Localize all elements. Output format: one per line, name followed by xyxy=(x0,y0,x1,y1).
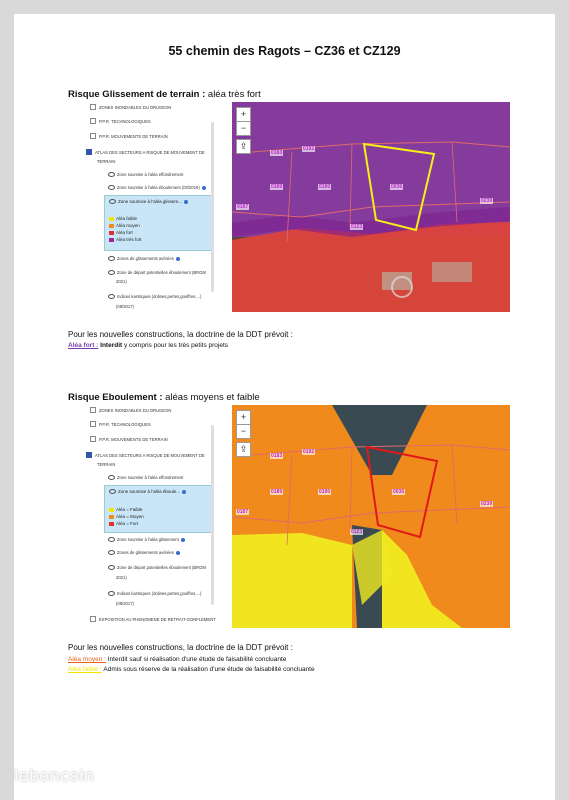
parcel-label: 0187 xyxy=(237,509,249,515)
parcel-label: 0187 xyxy=(237,204,249,210)
parcel-label: 0123 xyxy=(351,529,363,535)
legend-item: Aléa très fort xyxy=(109,237,142,242)
checkbox[interactable] xyxy=(90,133,96,139)
swatch xyxy=(109,238,114,242)
section2-rule-faible xyxy=(68,666,315,673)
eye-icon[interactable] xyxy=(108,185,115,190)
rule-rest: y compris pour les très petits projets xyxy=(122,342,229,349)
parcel-label: 0192 xyxy=(303,146,315,152)
eye-icon[interactable] xyxy=(108,565,115,570)
section1-heading-rest: aléa très fort xyxy=(205,89,261,100)
layer-row[interactable]: Indices karstiques (dolines,pertes,gouffres,...) xyxy=(108,294,201,299)
eye-icon[interactable] xyxy=(109,489,116,494)
layer-row[interactable]: P.P.R. TECHNOLOGIQUES xyxy=(90,421,151,427)
layer-row[interactable]: Zones de glissements avérées xyxy=(108,550,180,555)
parcel-label: 0183 xyxy=(271,150,283,156)
map-glissement[interactable] xyxy=(232,102,510,312)
info-icon[interactable] xyxy=(176,257,180,261)
checkbox[interactable] xyxy=(90,436,96,442)
rule-label-fort: Aléa fort : xyxy=(68,342,99,349)
swatch xyxy=(109,515,114,519)
section1-heading xyxy=(68,89,261,100)
legend-item: Aléa = Moyen xyxy=(109,514,144,519)
document-title: 55 chemin des Ragots – CZ36 et CZ129 xyxy=(168,44,401,58)
legend-box-1 xyxy=(104,195,214,251)
parcel-label: 0036 xyxy=(393,489,405,495)
leboncoin-watermark: leboncoin xyxy=(14,766,95,785)
eye-icon[interactable] xyxy=(108,172,115,177)
layer-row[interactable]: Zone soumise à l'aléa éboulement (03/2019) xyxy=(108,185,206,190)
layer-row[interactable]: Zone soumise à l'aléa glissem... xyxy=(109,199,188,204)
layer-row-cont: 2021) xyxy=(116,279,127,284)
layer-row[interactable]: P.P.R. TECHNOLOGIQUES xyxy=(90,118,151,124)
checkbox[interactable] xyxy=(90,118,96,124)
layer-row[interactable]: ATLAS DES SECTEURS A RISQUE DE MOUVEMENT DE xyxy=(86,149,205,155)
info-icon[interactable] xyxy=(202,186,206,190)
scrollbar[interactable] xyxy=(211,122,214,292)
checkbox[interactable] xyxy=(90,421,96,427)
legend-item: Aléa faible xyxy=(109,216,137,221)
layer-row[interactable]: EXPOSITION AU PHENOMENE DE RETRAIT-GONFLEMENT xyxy=(90,616,216,622)
zoom-in-button[interactable]: + xyxy=(236,410,251,425)
section2-heading-rest: aléas moyens et faible xyxy=(162,392,260,403)
section1-rule xyxy=(68,342,228,349)
layer-row-cont: 2021) xyxy=(116,575,127,580)
info-icon[interactable] xyxy=(176,551,180,555)
layer-row-cont: TERRAIN xyxy=(97,462,116,467)
parcel-label: 0189 xyxy=(271,489,283,495)
layer-row[interactable]: Zone soumise à l'aléa effondrement xyxy=(108,475,183,480)
legend-item: Aléa = Faible xyxy=(109,507,142,512)
layer-row[interactable]: Zone de départ potentielles éboulement (BRGM xyxy=(108,565,206,570)
swatch xyxy=(109,231,114,235)
layer-row-cont: (08/2017) xyxy=(116,304,134,309)
swatch xyxy=(109,522,114,526)
layer-row[interactable]: ZONES INONDABLES DU DRUGEON xyxy=(90,104,171,110)
parcel-label: 0036 xyxy=(391,184,403,190)
checkbox[interactable] xyxy=(90,407,96,413)
layer-row[interactable]: Zones de glissements avérées xyxy=(108,256,180,261)
rule-label-moyen: Aléa moyen : xyxy=(68,656,106,663)
parcel-label: 0239 xyxy=(481,501,493,507)
section1-heading-bold: Risque Glissement de terrain : xyxy=(68,89,206,100)
legend-item: Aléa = Fort xyxy=(109,521,138,526)
layer-row[interactable]: Zone soumise à l'aléa effondrement xyxy=(108,172,183,177)
zoom-out-button[interactable]: − xyxy=(236,121,251,136)
parcel-label: 0190 xyxy=(319,489,331,495)
layer-row[interactable]: Indices karstiques (dolines,pertes,gouffres,...) xyxy=(108,591,201,596)
map-layer xyxy=(232,405,510,628)
info-icon[interactable] xyxy=(181,538,185,542)
section2-rule-moyen xyxy=(68,656,286,663)
layer-row[interactable]: ATLAS DES SECTEURS A RISQUE DE MOUVEMENT DE xyxy=(86,452,205,458)
swatch xyxy=(109,217,114,221)
zoom-out-button[interactable]: − xyxy=(236,424,251,439)
parcel-label: 0190 xyxy=(319,184,331,190)
rule-bold: Interdit xyxy=(98,342,123,349)
section2-note: Pour les nouvelles constructions, la doctrine de la DDT prévoit : xyxy=(68,643,293,652)
info-icon[interactable] xyxy=(184,200,188,204)
checkbox[interactable] xyxy=(90,104,96,110)
rule-text-faible: Admis sous réserve de la réalisation d'une étude de faisabilité concluante xyxy=(101,666,315,673)
eye-icon[interactable] xyxy=(109,199,116,204)
legend-item: Aléa fort xyxy=(109,230,133,235)
parcel-label: 0183 xyxy=(271,453,283,459)
checkbox[interactable] xyxy=(86,149,92,155)
checkbox[interactable] xyxy=(86,452,92,458)
legend-box-2 xyxy=(104,485,214,533)
swatch xyxy=(109,508,114,512)
parcel-label: 0192 xyxy=(303,449,315,455)
parcel-label: 0123 xyxy=(351,224,363,230)
layer-row[interactable]: Zone soumise à l'aléa éboule... xyxy=(109,489,186,494)
share-button[interactable]: ⇪ xyxy=(236,442,251,457)
eye-icon[interactable] xyxy=(108,294,115,299)
checkbox[interactable] xyxy=(90,616,96,622)
legend-item: Aléa moyen xyxy=(109,223,140,228)
layer-row[interactable]: Zone soumise à l'aléa glissement xyxy=(108,537,185,542)
rule-text-moyen: Interdit sauf si réalisation d'une étude de faisabilité concluante xyxy=(105,656,287,663)
layer-row-cont: TERRAIN xyxy=(97,159,116,164)
swatch xyxy=(109,224,114,228)
eye-icon[interactable] xyxy=(108,591,115,596)
eye-icon[interactable] xyxy=(108,550,115,555)
layer-row[interactable]: P.P.R. MOUVEMENTS DE TERRAIN xyxy=(90,133,168,139)
map-eboulement[interactable] xyxy=(232,405,510,628)
scrollbar[interactable] xyxy=(211,425,214,605)
section1-note: Pour les nouvelles constructions, la doctrine de la DDT prévoit : xyxy=(68,330,293,339)
eye-icon[interactable] xyxy=(108,475,115,480)
section2-heading-bold: Risque Eboulement : xyxy=(68,392,163,403)
layer-panel-1 xyxy=(68,102,216,312)
parcel-label: 0189 xyxy=(271,184,283,190)
zoom-in-button[interactable]: + xyxy=(236,107,251,122)
rule-label-faible: Aléa faible : xyxy=(68,666,102,673)
layer-row-cont: (08/2017) xyxy=(116,601,134,606)
eye-icon[interactable] xyxy=(108,270,115,275)
share-button[interactable]: ⇪ xyxy=(236,139,251,154)
layer-row[interactable]: ZONES INONDABLES DU DRUGEON xyxy=(90,407,171,413)
eye-icon[interactable] xyxy=(108,537,115,542)
eye-icon[interactable] xyxy=(108,256,115,261)
section2-heading xyxy=(68,392,260,403)
parcel-label: 0239 xyxy=(481,198,493,204)
info-icon[interactable] xyxy=(182,490,186,494)
map-layer xyxy=(232,102,510,312)
layer-panel-2 xyxy=(68,405,216,628)
layer-row[interactable]: P.P.R. MOUVEMENTS DE TERRAIN xyxy=(90,436,168,442)
layer-row[interactable]: Zone de départ potentielles éboulement (BRGM xyxy=(108,270,206,275)
